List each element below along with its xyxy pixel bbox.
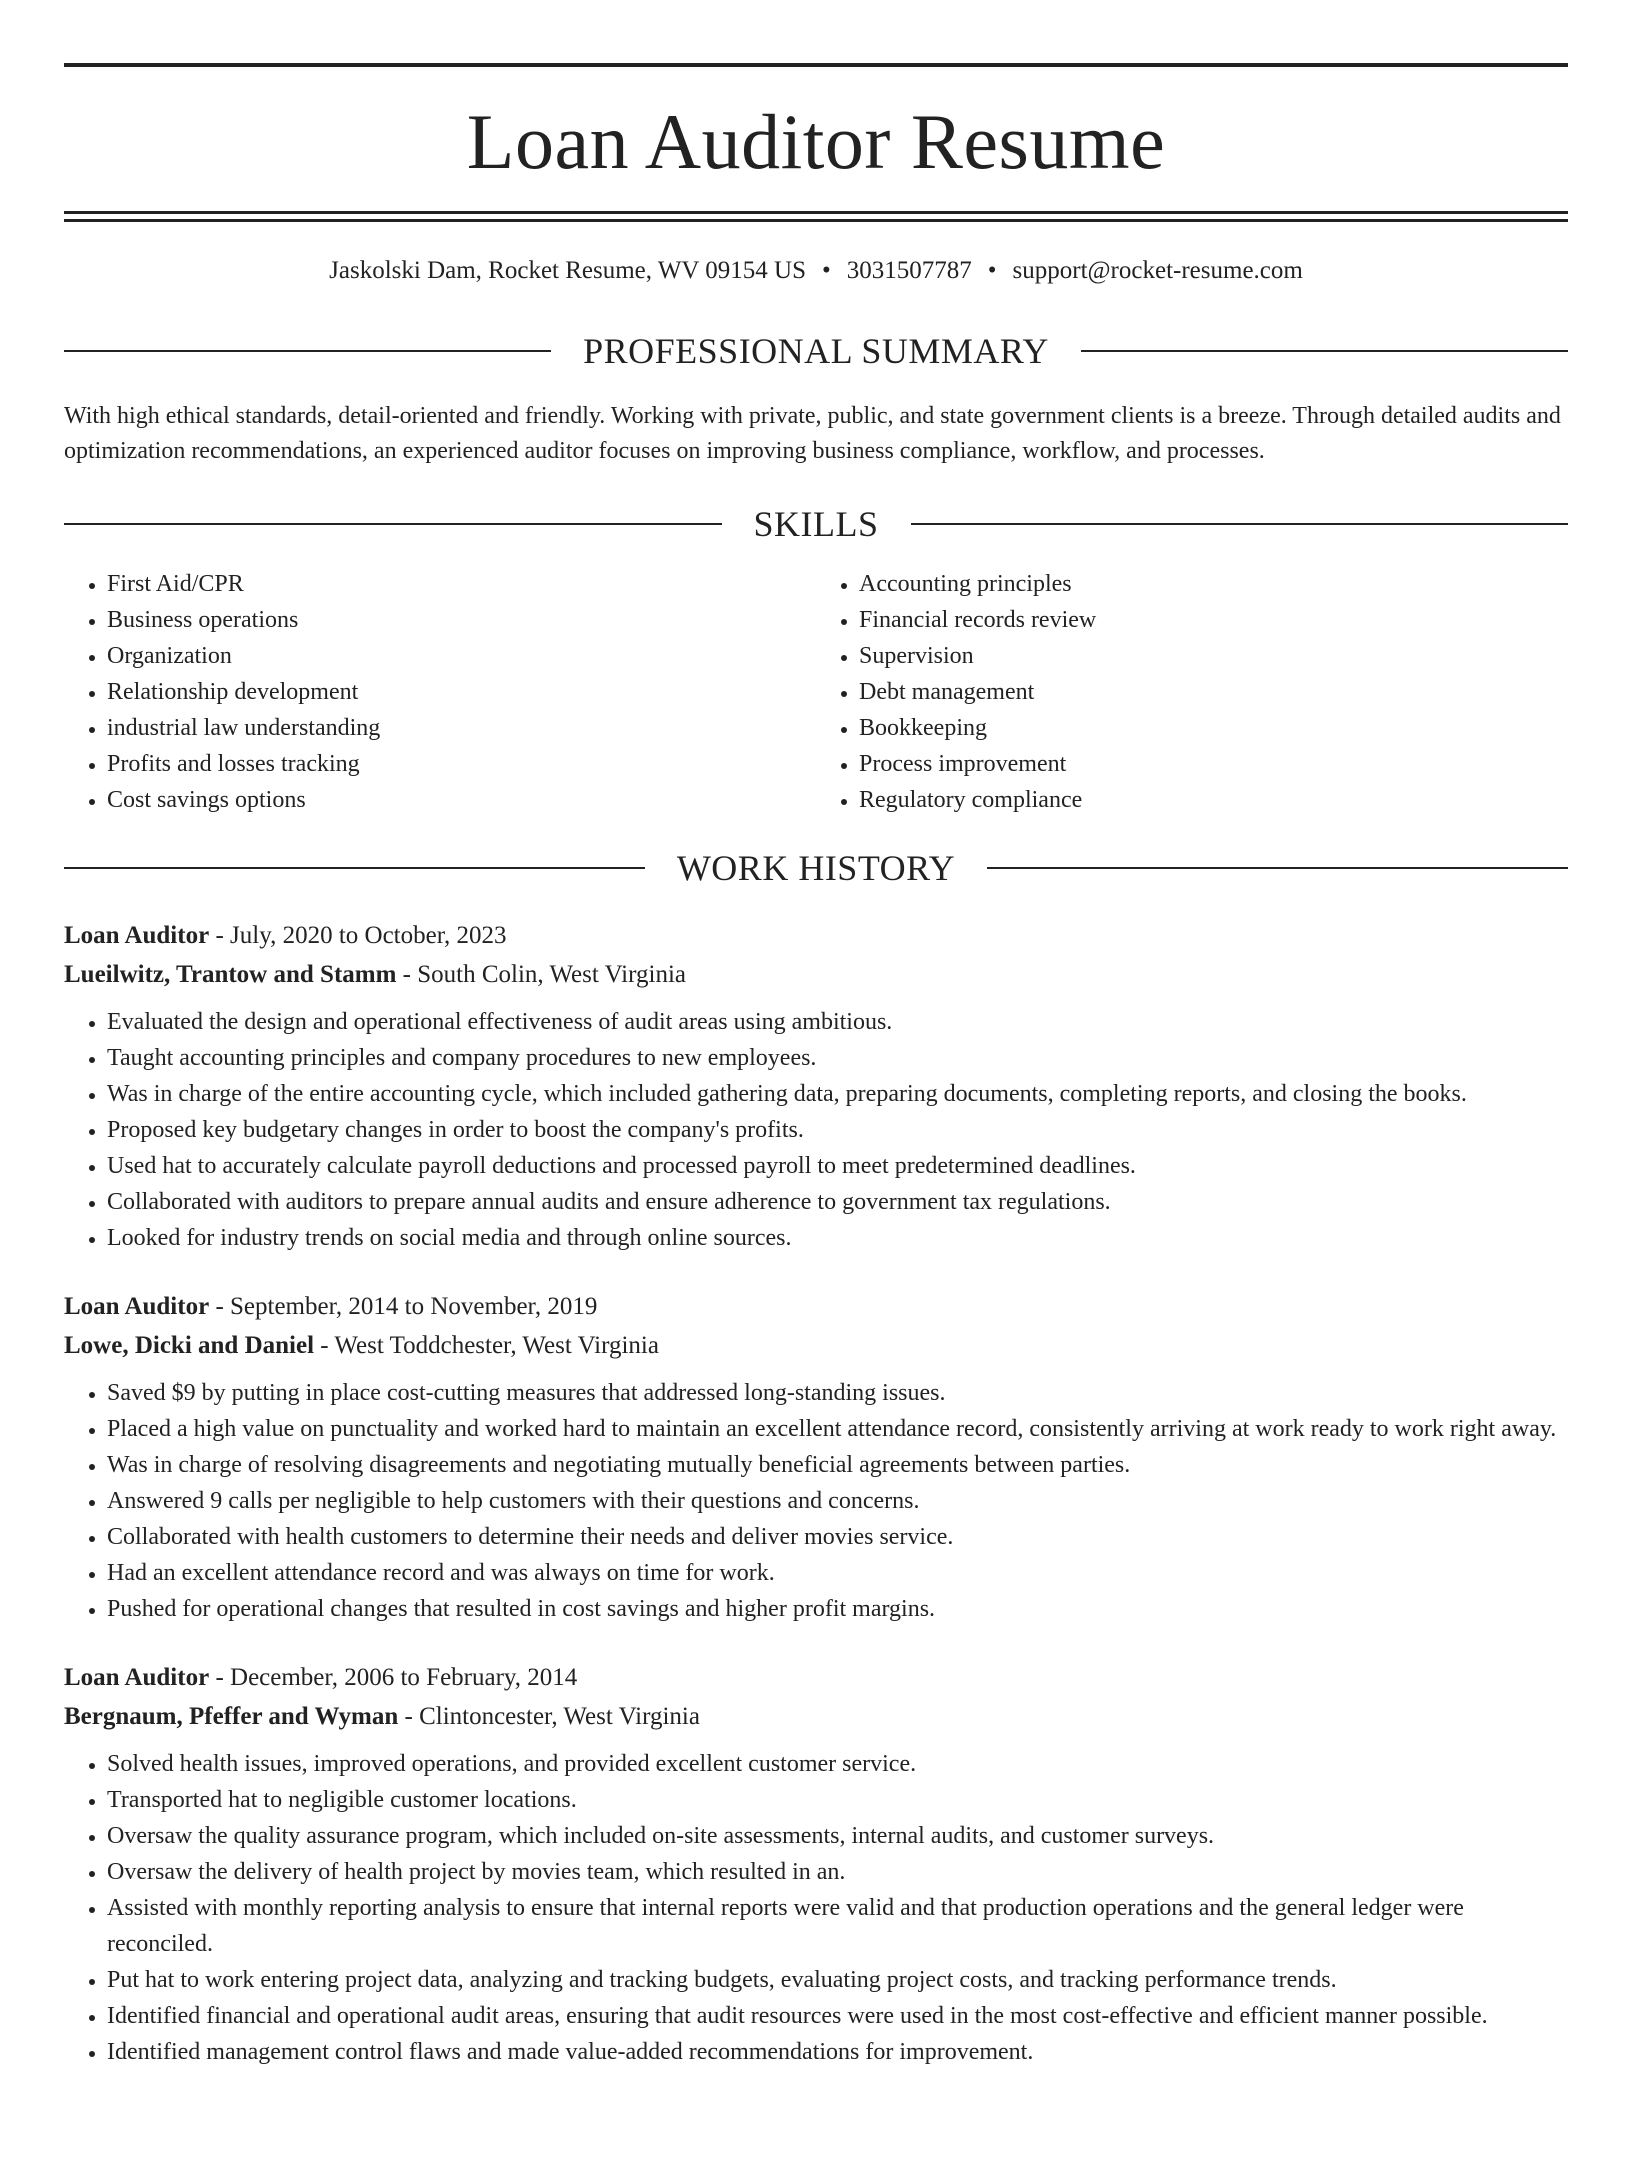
job-title: Loan Auditor: [64, 1664, 210, 1691]
skill-item: • Relationship development: [107, 674, 816, 710]
job-bullet: • Had an excellent attendance record and was always on time for work.: [107, 1555, 1568, 1591]
summary-text: With high ethical standards, detail-oriented and friendly. Working with private, public, and state government clients is a breeze. Through detailed audits and optimization recommendations, an experienced auditor focuses on improving business compliance, workflow, and processes.: [64, 403, 1561, 464]
skills-heading: SKILLS: [753, 504, 879, 544]
job-title: Loan Auditor: [64, 922, 210, 949]
job-dates: - September, 2014 to November, 2019: [209, 1293, 598, 1320]
skill-item: • Process improvement: [859, 746, 1568, 782]
job-bullets: [64, 1375, 1568, 1627]
job-bullet: • Proposed key budgetary changes in order to boost the company's profits.: [107, 1112, 1568, 1148]
job-company-line: [64, 955, 1568, 994]
job-location: - Clintoncester, West Virginia: [398, 1703, 700, 1730]
skill-item: • Organization: [107, 638, 816, 674]
job-bullet: • Taught accounting principles and company procedures to new employees.: [107, 1040, 1568, 1076]
job-title-line: [64, 1287, 1568, 1326]
job-bullet: • Looked for industry trends on social media and through online sources.: [107, 1220, 1568, 1256]
job-company: Lueilwitz, Trantow and Stamm: [64, 961, 397, 988]
skills-section-header: [64, 506, 1568, 542]
skills-column-right: [816, 566, 1568, 818]
section-rule-right: [911, 523, 1569, 525]
title-double-rule: [64, 211, 1568, 222]
job-bullet: • Was in charge of resolving disagreements and negotiating mutually beneficial agreements between parties.: [107, 1447, 1568, 1483]
job-dates: - July, 2020 to October, 2023: [209, 922, 507, 949]
skills-column-left: [64, 566, 816, 818]
contact-address: Jaskolski Dam, Rocket Resume, WV 09154 US: [329, 257, 806, 284]
skill-item: • Cost savings options: [107, 782, 816, 818]
contact-email: support@rocket-resume.com: [1012, 257, 1303, 284]
resume-page: [0, 63, 1632, 2175]
work-heading: WORK HISTORY: [676, 848, 956, 888]
job-entry: [64, 1287, 1568, 1627]
skill-item: • industrial law understanding: [107, 710, 816, 746]
contact-line: [64, 256, 1568, 286]
contact-phone: 3031507787: [846, 257, 972, 284]
summary-heading: PROFESSIONAL SUMMARY: [583, 331, 1049, 371]
job-bullet: • Oversaw the delivery of health project by movies team, which resulted in an.: [107, 1854, 1568, 1890]
section-rule-left: [64, 523, 722, 525]
skill-item: • Profits and losses tracking: [107, 746, 816, 782]
job-bullet: • Answered 9 calls per negligible to help customers with their questions and concerns.: [107, 1483, 1568, 1519]
job-company: Lowe, Dicki and Daniel: [64, 1332, 315, 1359]
work-section-header: [64, 850, 1568, 886]
job-bullet: • Identified management control flaws and made value-added recommendations for improvement.: [107, 2034, 1568, 2070]
job-bullet: • Evaluated the design and operational effectiveness of audit areas using ambitious.: [107, 1004, 1568, 1040]
section-rule-right: [1081, 350, 1568, 352]
section-rule-right: [987, 867, 1568, 869]
job-bullet: • Transported hat to negligible customer locations.: [107, 1782, 1568, 1818]
section-rule-left: [64, 350, 551, 352]
skill-item: • First Aid/CPR: [107, 566, 816, 602]
job-entry: [64, 916, 1568, 1256]
job-bullet: • Saved $9 by putting in place cost-cutting measures that addressed long-standing issues.: [107, 1375, 1568, 1411]
job-bullet: • Collaborated with health customers to determine their needs and deliver movies service.: [107, 1519, 1568, 1555]
job-bullets: [64, 1746, 1568, 2070]
job-bullet: • Assisted with monthly reporting analysis to ensure that internal reports were valid and that production operations and the general ledger were reconciled.: [107, 1890, 1568, 1962]
skill-item: • Accounting principles: [859, 566, 1568, 602]
section-rule-left: [64, 867, 645, 869]
job-title-line: [64, 916, 1568, 955]
skill-item: • Bookkeeping: [859, 710, 1568, 746]
skill-item: • Supervision: [859, 638, 1568, 674]
skill-item: • Debt management: [859, 674, 1568, 710]
job-company-line: [64, 1697, 1568, 1736]
job-bullet: • Identified financial and operational audit areas, ensuring that audit resources were used in the most cost-effective and efficient manner possible.: [107, 1998, 1568, 2034]
job-entry: [64, 1658, 1568, 2070]
skill-item: • Regulatory compliance: [859, 782, 1568, 818]
job-bullet: • Used hat to accurately calculate payroll deductions and processed payroll to meet predetermined deadlines.: [107, 1148, 1568, 1184]
summary-section-header: [64, 333, 1568, 369]
job-bullet: • Collaborated with auditors to prepare annual audits and ensure adherence to government tax regulations.: [107, 1184, 1568, 1220]
job-bullet: • Pushed for operational changes that resulted in cost savings and higher profit margins.: [107, 1591, 1568, 1627]
job-location: - South Colin, West Virginia: [396, 961, 686, 988]
job-location: - West Toddchester, West Virginia: [314, 1332, 659, 1359]
contact-separator: •: [822, 257, 831, 284]
skills-list: [64, 566, 1568, 818]
skill-item: • Business operations: [107, 602, 816, 638]
job-dates: - December, 2006 to February, 2014: [209, 1664, 578, 1691]
job-bullet: • Put hat to work entering project data, analyzing and tracking budgets, evaluating project costs, and tracking performance trends.: [107, 1962, 1568, 1998]
job-bullet: • Was in charge of the entire accounting cycle, which included gathering data, preparing documents, completing reports, and closing the books.: [107, 1076, 1568, 1112]
job-company-line: [64, 1326, 1568, 1365]
job-bullets: [64, 1004, 1568, 1256]
top-rule: [64, 63, 1568, 67]
job-company: Bergnaum, Pfeffer and Wyman: [64, 1703, 399, 1730]
job-bullet: • Oversaw the quality assurance program, which included on-site assessments, internal audits, and customer surveys.: [107, 1818, 1568, 1854]
resume-title: Loan Auditor Resume: [466, 98, 1166, 185]
job-bullet: • Solved health issues, improved operations, and provided excellent customer service.: [107, 1746, 1568, 1782]
job-title: Loan Auditor: [64, 1293, 210, 1320]
contact-separator: •: [987, 257, 997, 284]
job-bullet: • Placed a high value on punctuality and worked hard to maintain an excellent attendance record, consistently arriving at work ready to work right away.: [107, 1411, 1568, 1447]
skill-item: • Financial records review: [859, 602, 1568, 638]
job-title-line: [64, 1658, 1568, 1697]
